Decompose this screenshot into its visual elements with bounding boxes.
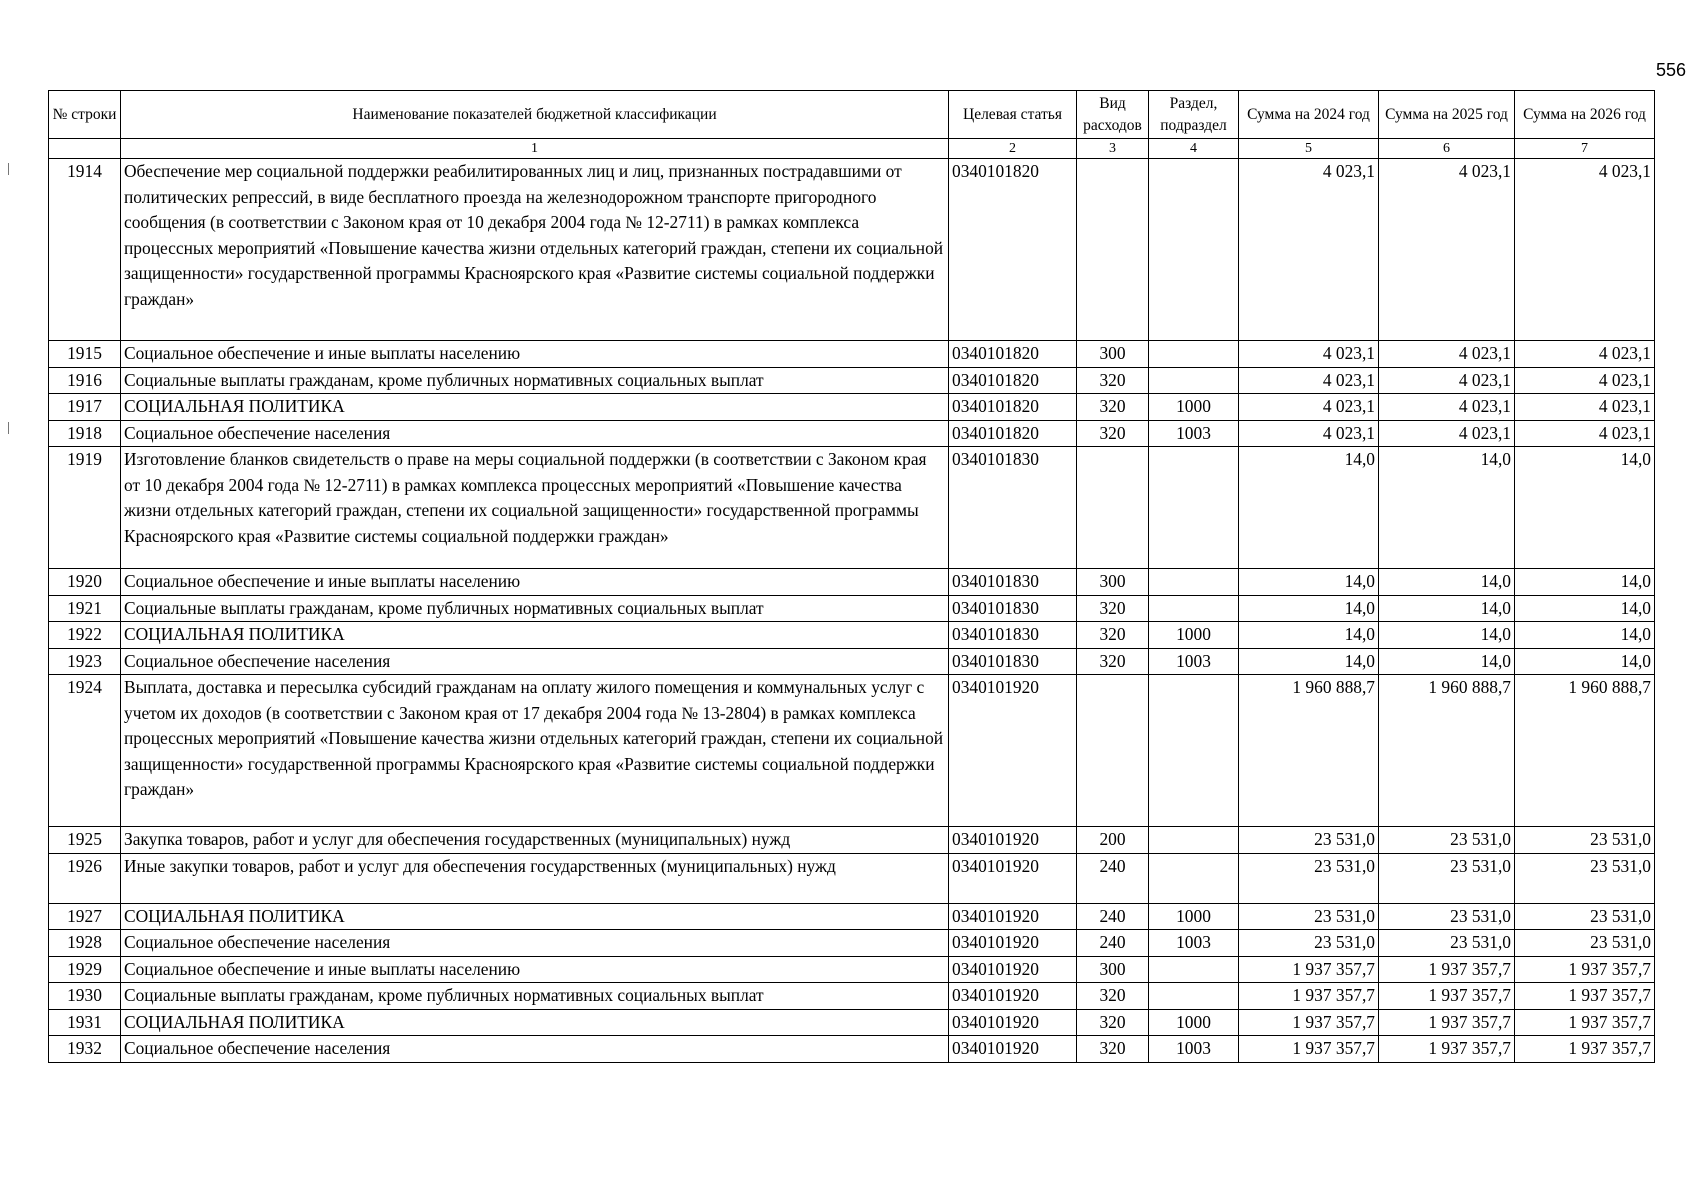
row-name: Социальные выплаты гражданам, кроме публичных нормативных социальных выплат — [121, 983, 949, 1010]
row-sum-2026: 4 023,1 — [1515, 159, 1655, 341]
row-sum-2025: 1 937 357,7 — [1379, 1009, 1515, 1036]
row-expense-kind: 200 — [1077, 827, 1149, 854]
row-sum-2025: 23 531,0 — [1379, 930, 1515, 957]
row-expense-kind: 320 — [1077, 420, 1149, 447]
row-target-code: 0340101830 — [949, 447, 1077, 569]
row-target-code: 0340101820 — [949, 159, 1077, 341]
col-header-sum-2025: Сумма на 2025 год — [1379, 91, 1515, 139]
row-sum-2024: 4 023,1 — [1239, 367, 1379, 394]
row-sum-2026: 23 531,0 — [1515, 903, 1655, 930]
row-sum-2024: 14,0 — [1239, 569, 1379, 596]
row-target-code: 0340101920 — [949, 930, 1077, 957]
row-target-code: 0340101830 — [949, 595, 1077, 622]
col-number: 7 — [1515, 139, 1655, 159]
budget-table — [48, 90, 1655, 1063]
row-number: 1920 — [49, 569, 121, 596]
row-sum-2025: 14,0 — [1379, 447, 1515, 569]
row-expense-kind: 300 — [1077, 569, 1149, 596]
table-body — [49, 159, 1655, 1063]
row-number: 1914 — [49, 159, 121, 341]
row-sum-2024: 23 531,0 — [1239, 930, 1379, 957]
row-target-code: 0340101920 — [949, 853, 1077, 903]
row-sum-2024: 4 023,1 — [1239, 159, 1379, 341]
row-number: 1929 — [49, 956, 121, 983]
row-sum-2026: 23 531,0 — [1515, 827, 1655, 854]
col-header-target: Целевая статья — [949, 91, 1077, 139]
row-sum-2026: 14,0 — [1515, 648, 1655, 675]
table-row — [49, 1036, 1655, 1063]
row-sum-2024: 23 531,0 — [1239, 903, 1379, 930]
table-row — [49, 983, 1655, 1010]
margin-mark — [8, 163, 9, 175]
row-name: СОЦИАЛЬНАЯ ПОЛИТИКА — [121, 903, 949, 930]
row-sum-2025: 1 960 888,7 — [1379, 675, 1515, 827]
table-row — [49, 675, 1655, 827]
row-section-code — [1149, 853, 1239, 903]
row-sum-2026: 23 531,0 — [1515, 930, 1655, 957]
row-expense-kind: 240 — [1077, 930, 1149, 957]
row-expense-kind: 240 — [1077, 853, 1149, 903]
row-section-code — [1149, 595, 1239, 622]
row-target-code: 0340101820 — [949, 420, 1077, 447]
row-target-code: 0340101920 — [949, 675, 1077, 827]
row-section-code — [1149, 341, 1239, 368]
col-header-name: Наименование показателей бюджетной классификации — [121, 91, 949, 139]
row-sum-2025: 23 531,0 — [1379, 853, 1515, 903]
row-sum-2025: 23 531,0 — [1379, 827, 1515, 854]
row-expense-kind: 320 — [1077, 983, 1149, 1010]
row-number: 1925 — [49, 827, 121, 854]
row-sum-2026: 4 023,1 — [1515, 341, 1655, 368]
row-sum-2025: 4 023,1 — [1379, 159, 1515, 341]
page-number: 556 — [1655, 60, 1686, 80]
row-sum-2026: 1 960 888,7 — [1515, 675, 1655, 827]
row-expense-kind — [1077, 159, 1149, 341]
row-expense-kind: 240 — [1077, 903, 1149, 930]
row-section-code — [1149, 447, 1239, 569]
table-row — [49, 420, 1655, 447]
row-number: 1915 — [49, 341, 121, 368]
row-expense-kind: 320 — [1077, 622, 1149, 649]
row-expense-kind — [1077, 447, 1149, 569]
row-sum-2026: 14,0 — [1515, 569, 1655, 596]
col-header-kind: Вид расходов — [1077, 91, 1149, 139]
row-section-code — [1149, 827, 1239, 854]
row-target-code: 0340101830 — [949, 622, 1077, 649]
row-sum-2024: 1 937 357,7 — [1239, 983, 1379, 1010]
header-row — [49, 91, 1655, 139]
col-number: 1 — [121, 139, 949, 159]
col-number-empty — [49, 139, 121, 159]
row-sum-2024: 4 023,1 — [1239, 394, 1379, 421]
row-sum-2024: 23 531,0 — [1239, 827, 1379, 854]
row-sum-2024: 4 023,1 — [1239, 341, 1379, 368]
row-name: Социальные выплаты гражданам, кроме публичных нормативных социальных выплат — [121, 367, 949, 394]
row-number: 1916 — [49, 367, 121, 394]
row-sum-2024: 1 960 888,7 — [1239, 675, 1379, 827]
row-sum-2026: 23 531,0 — [1515, 853, 1655, 903]
row-number: 1921 — [49, 595, 121, 622]
row-name: Социальное обеспечение и иные выплаты населению — [121, 569, 949, 596]
row-target-code: 0340101920 — [949, 903, 1077, 930]
row-expense-kind: 320 — [1077, 1036, 1149, 1063]
row-number: 1918 — [49, 420, 121, 447]
row-sum-2024: 14,0 — [1239, 447, 1379, 569]
col-number: 5 — [1239, 139, 1379, 159]
row-section-code — [1149, 569, 1239, 596]
row-number: 1924 — [49, 675, 121, 827]
row-sum-2026: 14,0 — [1515, 622, 1655, 649]
row-section-code: 1000 — [1149, 394, 1239, 421]
row-sum-2026: 4 023,1 — [1515, 394, 1655, 421]
col-header-row-no: № строки — [49, 91, 121, 139]
row-sum-2025: 14,0 — [1379, 595, 1515, 622]
row-section-code: 1000 — [1149, 1009, 1239, 1036]
row-sum-2024: 14,0 — [1239, 622, 1379, 649]
row-target-code: 0340101920 — [949, 983, 1077, 1010]
row-number: 1926 — [49, 853, 121, 903]
table-row — [49, 930, 1655, 957]
column-number-row — [49, 139, 1655, 159]
row-target-code: 0340101820 — [949, 367, 1077, 394]
col-number: 4 — [1149, 139, 1239, 159]
table-row — [49, 853, 1655, 903]
row-sum-2026: 1 937 357,7 — [1515, 956, 1655, 983]
row-number: 1923 — [49, 648, 121, 675]
row-name: Выплата, доставка и пересылка субсидий гражданам на оплату жилого помещения и коммунальных услуг с учетом их доходов (в соответствии с Законом края от 17 декабря 2004 года № 13-2804) в рамках комплекса процессных мероприятий «Повышение качества жизни отдельных категорий граждан, степени их социальной защищенности» государственной программы Красноярского края «Развитие системы социальной поддержки граждан» — [121, 675, 949, 827]
row-sum-2024: 14,0 — [1239, 648, 1379, 675]
table-row — [49, 903, 1655, 930]
row-name: СОЦИАЛЬНАЯ ПОЛИТИКА — [121, 622, 949, 649]
row-number: 1917 — [49, 394, 121, 421]
row-name: Иные закупки товаров, работ и услуг для обеспечения государственных (муниципальных) нужд — [121, 853, 949, 903]
row-section-code — [1149, 983, 1239, 1010]
row-section-code: 1003 — [1149, 1036, 1239, 1063]
row-section-code: 1003 — [1149, 930, 1239, 957]
row-target-code: 0340101830 — [949, 569, 1077, 596]
row-section-code: 1000 — [1149, 622, 1239, 649]
col-header-sum-2026: Сумма на 2026 год — [1515, 91, 1655, 139]
col-number: 2 — [949, 139, 1077, 159]
row-sum-2025: 4 023,1 — [1379, 394, 1515, 421]
row-number: 1930 — [49, 983, 121, 1010]
row-expense-kind: 300 — [1077, 341, 1149, 368]
row-sum-2025: 4 023,1 — [1379, 341, 1515, 368]
row-name: Изготовление бланков свидетельств о праве на меры социальной поддержки (в соответствии с Законом края от 10 декабря 2004 года № 12-2711) в рамках комплекса процессных мероприятий «Повышение качества жизни отдельных категорий граждан, степени их социальной защищенности» государственной программы Красноярского края «Развитие системы социальной поддержки граждан» — [121, 447, 949, 569]
row-sum-2025: 4 023,1 — [1379, 420, 1515, 447]
row-name: Социальное обеспечение населения — [121, 930, 949, 957]
table-row — [49, 827, 1655, 854]
col-header-sum-2024: Сумма на 2024 год — [1239, 91, 1379, 139]
col-number: 3 — [1077, 139, 1149, 159]
table-row — [49, 595, 1655, 622]
table-row — [49, 341, 1655, 368]
row-name: Социальные выплаты гражданам, кроме публичных нормативных социальных выплат — [121, 595, 949, 622]
row-expense-kind: 320 — [1077, 648, 1149, 675]
row-number: 1927 — [49, 903, 121, 930]
row-name: Социальное обеспечение и иные выплаты населению — [121, 956, 949, 983]
row-expense-kind: 320 — [1077, 595, 1149, 622]
row-section-code: 1000 — [1149, 903, 1239, 930]
table-row — [49, 367, 1655, 394]
row-target-code: 0340101920 — [949, 956, 1077, 983]
table-row — [49, 159, 1655, 341]
row-sum-2026: 1 937 357,7 — [1515, 1036, 1655, 1063]
row-expense-kind: 320 — [1077, 367, 1149, 394]
col-number: 6 — [1379, 139, 1515, 159]
row-name: Закупка товаров, работ и услуг для обеспечения государственных (муниципальных) нужд — [121, 827, 949, 854]
row-sum-2026: 14,0 — [1515, 447, 1655, 569]
table-row — [49, 622, 1655, 649]
row-sum-2025: 4 023,1 — [1379, 367, 1515, 394]
row-expense-kind: 320 — [1077, 394, 1149, 421]
row-section-code — [1149, 159, 1239, 341]
row-name: Социальное обеспечение населения — [121, 648, 949, 675]
row-sum-2026: 4 023,1 — [1515, 367, 1655, 394]
row-expense-kind: 300 — [1077, 956, 1149, 983]
row-sum-2025: 14,0 — [1379, 569, 1515, 596]
table-row — [49, 569, 1655, 596]
row-name: Обеспечение мер социальной поддержки реабилитированных лиц и лиц, признанных пострадавшими от политических репрессий, в виде бесплатного проезда на железнодорожном транспорте пригородного сообщения (в соответствии с Законом края от 10 декабря 2004 года № 12-2711) в рамках комплекса процессных мероприятий «Повышение качества жизни отдельных категорий граждан, степени их социальной защищенности» государственной программы Красноярского края «Развитие системы социальной поддержки граждан» — [121, 159, 949, 341]
row-name: СОЦИАЛЬНАЯ ПОЛИТИКА — [121, 1009, 949, 1036]
row-section-code: 1003 — [1149, 648, 1239, 675]
row-sum-2025: 23 531,0 — [1379, 903, 1515, 930]
row-sum-2026: 14,0 — [1515, 595, 1655, 622]
row-section-code — [1149, 956, 1239, 983]
col-header-section: Раздел, подраздел — [1149, 91, 1239, 139]
row-number: 1922 — [49, 622, 121, 649]
row-sum-2024: 1 937 357,7 — [1239, 1009, 1379, 1036]
table-row — [49, 956, 1655, 983]
row-sum-2024: 14,0 — [1239, 595, 1379, 622]
row-sum-2024: 23 531,0 — [1239, 853, 1379, 903]
row-sum-2025: 1 937 357,7 — [1379, 956, 1515, 983]
table-row — [49, 394, 1655, 421]
row-sum-2026: 1 937 357,7 — [1515, 1009, 1655, 1036]
row-name: Социальное обеспечение населения — [121, 420, 949, 447]
row-target-code: 0340101830 — [949, 648, 1077, 675]
row-sum-2026: 4 023,1 — [1515, 420, 1655, 447]
row-sum-2025: 1 937 357,7 — [1379, 1036, 1515, 1063]
table-row — [49, 1009, 1655, 1036]
table-row — [49, 648, 1655, 675]
row-section-code — [1149, 675, 1239, 827]
row-sum-2024: 1 937 357,7 — [1239, 1036, 1379, 1063]
row-sum-2024: 4 023,1 — [1239, 420, 1379, 447]
row-target-code: 0340101920 — [949, 1009, 1077, 1036]
row-sum-2025: 14,0 — [1379, 648, 1515, 675]
row-number: 1919 — [49, 447, 121, 569]
row-sum-2024: 1 937 357,7 — [1239, 956, 1379, 983]
row-number: 1932 — [49, 1036, 121, 1063]
row-sum-2025: 1 937 357,7 — [1379, 983, 1515, 1010]
row-section-code — [1149, 367, 1239, 394]
margin-mark — [8, 422, 9, 434]
row-target-code: 0340101820 — [949, 394, 1077, 421]
row-target-code: 0340101820 — [949, 341, 1077, 368]
row-expense-kind: 320 — [1077, 1009, 1149, 1036]
row-number: 1928 — [49, 930, 121, 957]
row-section-code: 1003 — [1149, 420, 1239, 447]
row-name: Социальное обеспечение и иные выплаты населению — [121, 341, 949, 368]
row-expense-kind — [1077, 675, 1149, 827]
row-sum-2026: 1 937 357,7 — [1515, 983, 1655, 1010]
row-name: СОЦИАЛЬНАЯ ПОЛИТИКА — [121, 394, 949, 421]
row-sum-2025: 14,0 — [1379, 622, 1515, 649]
table-row — [49, 447, 1655, 569]
row-name: Социальное обеспечение населения — [121, 1036, 949, 1063]
row-target-code: 0340101920 — [949, 827, 1077, 854]
row-number: 1931 — [49, 1009, 121, 1036]
row-target-code: 0340101920 — [949, 1036, 1077, 1063]
